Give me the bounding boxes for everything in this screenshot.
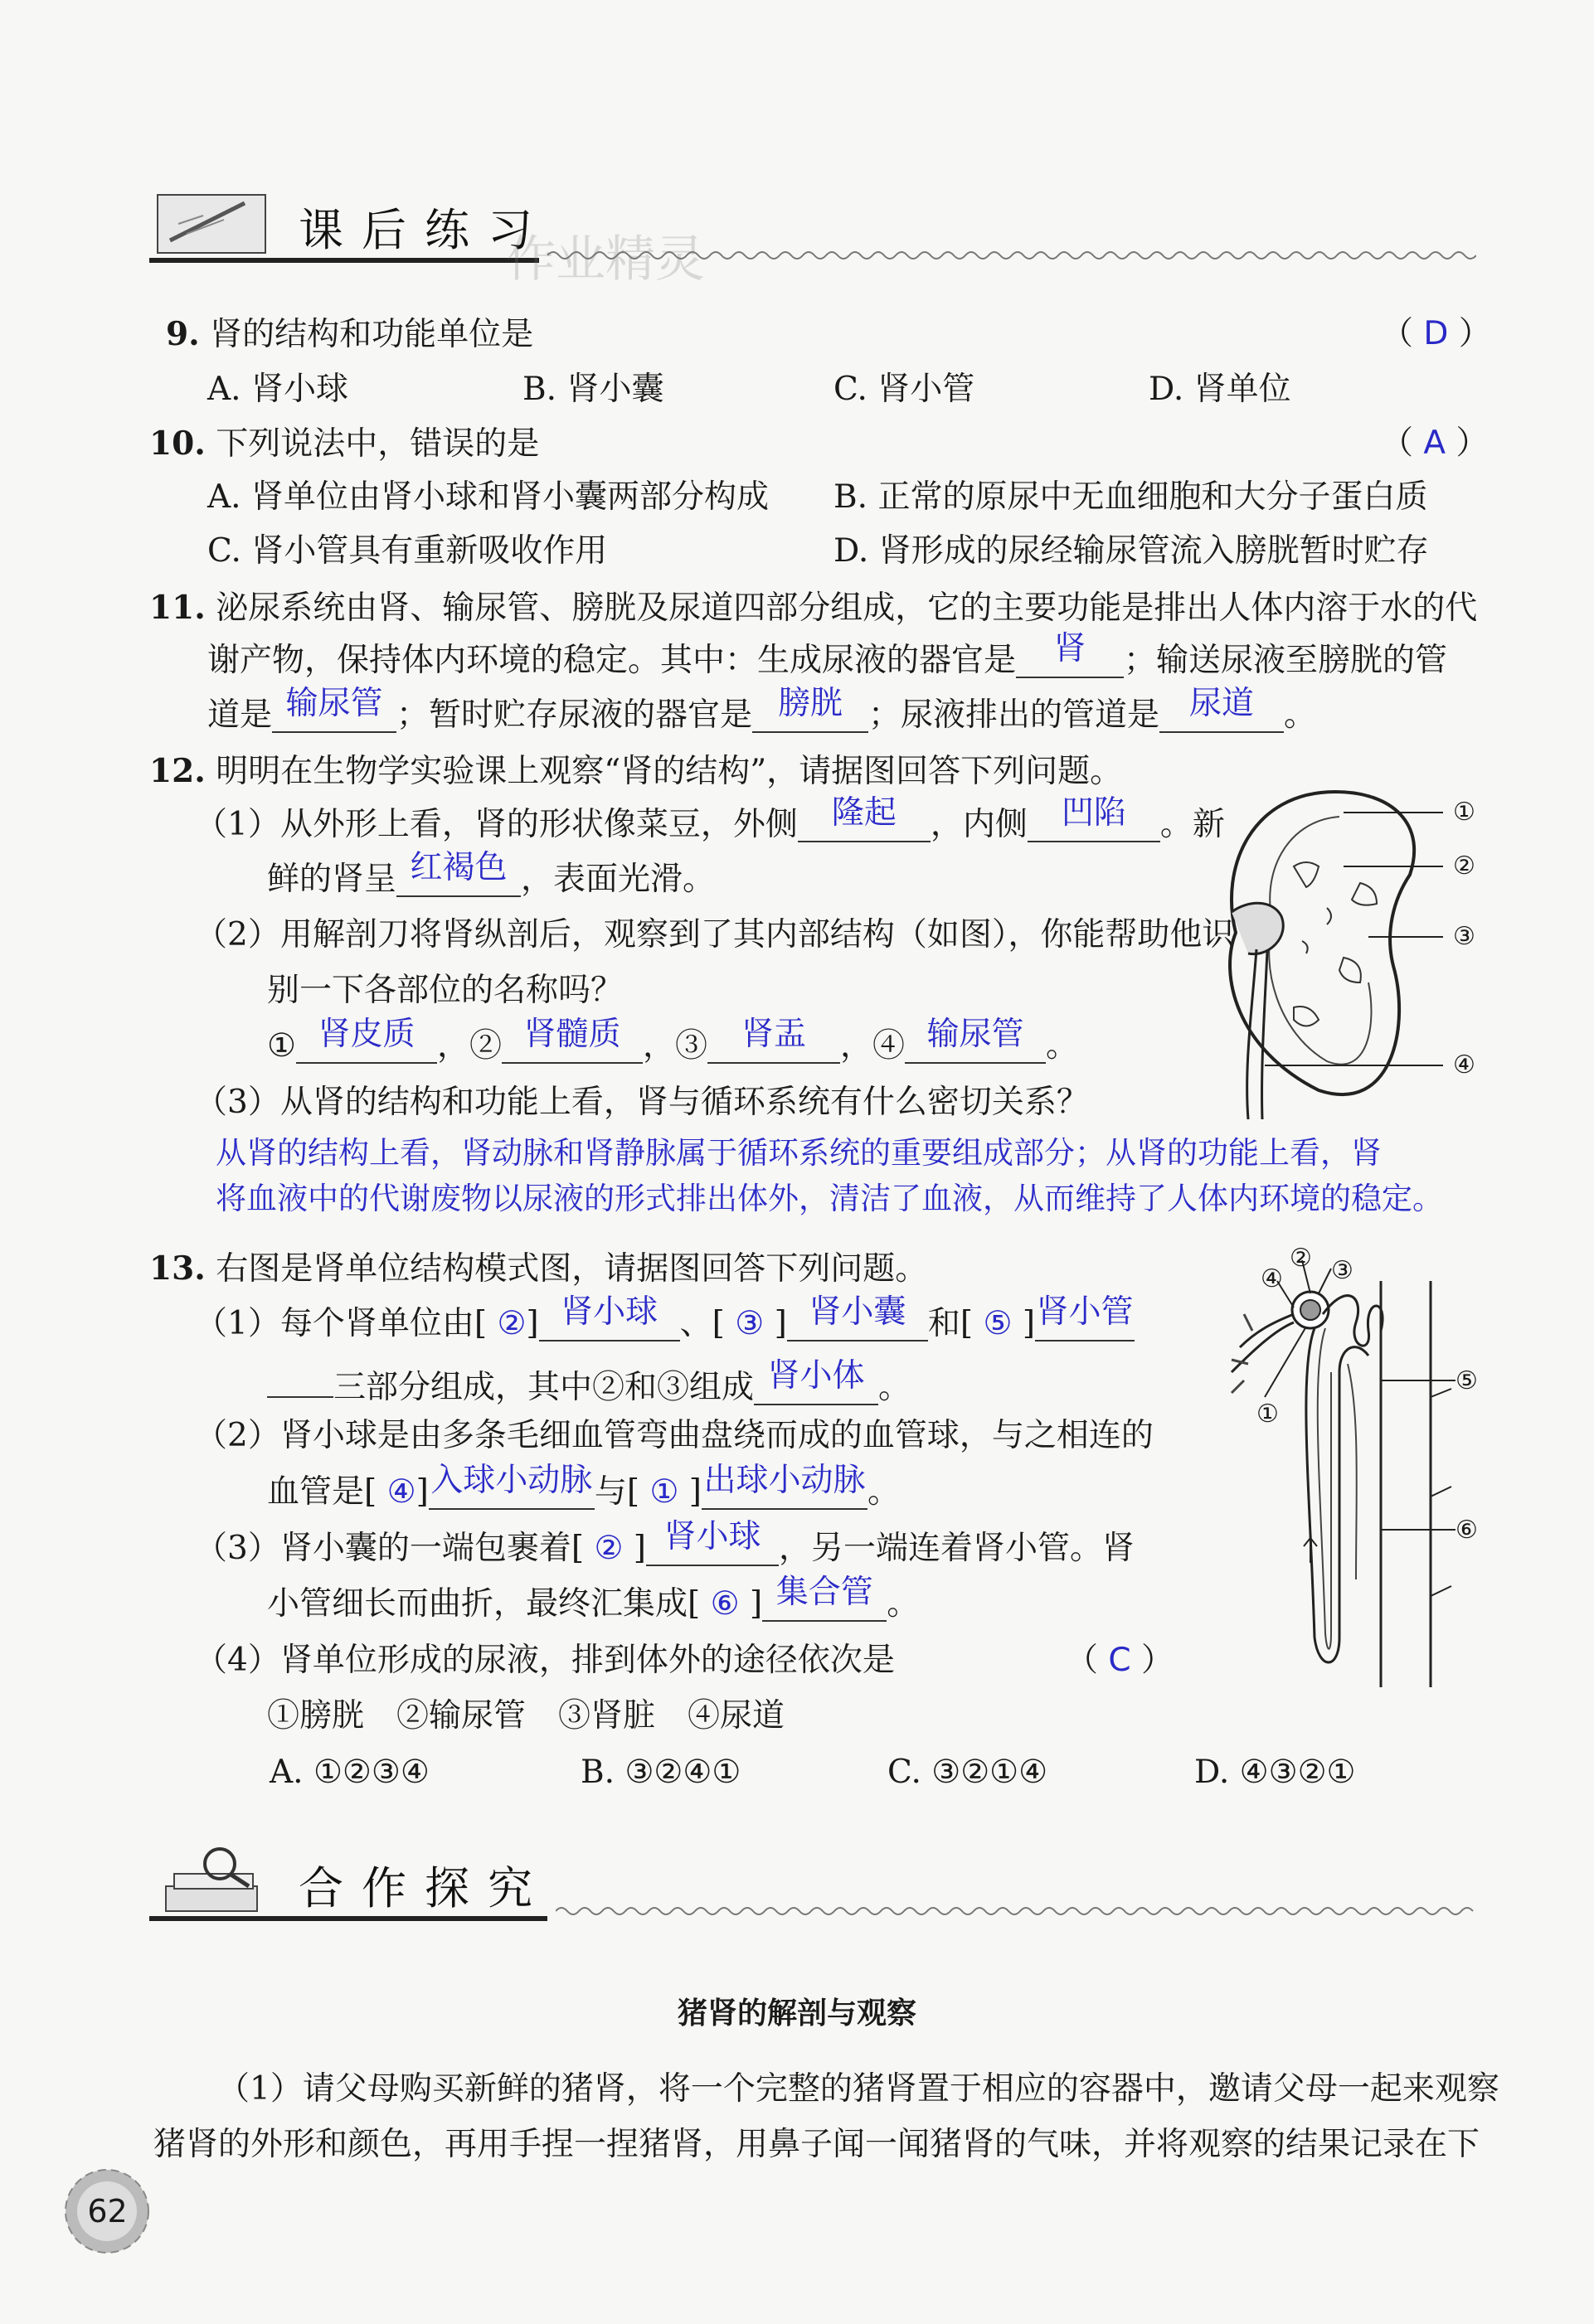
q13-p1-text-a: （1）每个肾单位由[ — [195, 1305, 488, 1342]
pencil-book-icon — [153, 182, 270, 265]
q10-option-b: B. 正常的原尿中无血细胞和大分子蛋白质 — [833, 478, 1428, 516]
q13-p4-items: ①膀胱 ②输尿管 ③肾脏 ④尿道 — [267, 1697, 785, 1735]
wavy-divider-2 — [556, 1904, 1476, 1918]
q12-p3: （3）从肾的结构和功能上看，肾与循环系统有什么密切关系？ — [195, 1084, 1089, 1121]
q13-blank-2[interactable]: 肾小囊 — [787, 1303, 928, 1342]
q13-p2-line2: 血管是[ ④]入球小动脉与[ ① ]出球小动脉。 — [267, 1462, 901, 1511]
q10-number: 10. — [149, 425, 206, 463]
q13-option-b: B. ③②④① — [581, 1754, 741, 1791]
section-title: 课后练习 — [299, 204, 551, 256]
q13-number: 13. — [149, 1249, 206, 1288]
q12-blank-part2[interactable]: 肾髓质 — [502, 1026, 643, 1064]
q11-text-3a: 道是 — [207, 696, 273, 734]
explore-line1: （1）请父母购买新鲜的猪肾，将一个完整的猪肾置于相应的容器中，邀请父母一起来观察 — [217, 2070, 1499, 2108]
q13-p2-text-b: 血管是[ — [267, 1473, 377, 1511]
q11-text-3d: 。 — [1284, 696, 1317, 734]
kidney-label-2: ② — [1453, 851, 1475, 881]
q13-blank-1[interactable]: 肾小球 — [539, 1303, 680, 1342]
q13-p4-answer: C — [1108, 1642, 1131, 1679]
q12-p1-text-a: （1）从外形上看，肾的形状像菜豆，外侧 — [195, 806, 798, 843]
q10-option-d: D. 肾形成的尿经输尿管流入膀胱暂时贮存 — [833, 532, 1429, 570]
q13-p1-text-d: 。 — [878, 1369, 911, 1406]
q9-text: 肾的结构和功能单位是 — [210, 316, 534, 353]
q12-circ-2: ，② — [436, 1027, 502, 1065]
wavy-divider — [547, 249, 1476, 262]
q11-text-3b: ；暂时贮存尿液的器官是 — [396, 696, 753, 734]
q12-p3-answer-1: 从肾的结构上看，肾动脉和肾静脉属于循环系统的重要组成部分；从肾的功能上看，肾 — [216, 1135, 1382, 1171]
q13-option-c: C. ③②①④ — [887, 1754, 1048, 1791]
q12-p1-line1 — [195, 794, 1225, 846]
section-header-homework — [149, 178, 1476, 289]
q13-p2-bracket-1: ④ — [386, 1473, 416, 1511]
q13-p3-text-c: ，另一端连着肾小管。肾 — [779, 1530, 1135, 1567]
q12-blank-color[interactable]: 红褐色 — [396, 859, 521, 897]
q13-p4: （4）肾单位形成的尿液，排到体外的途径依次是 — [195, 1642, 895, 1679]
q12-blank-part1[interactable]: 肾皮质 — [296, 1026, 437, 1064]
q12-stem — [149, 750, 1122, 793]
q12-end: 。 — [1046, 1027, 1079, 1065]
watermark: 作业精灵 — [506, 230, 705, 289]
q11-blank-1[interactable]: 肾 — [1016, 640, 1124, 678]
q13-blank-4[interactable]: 肾小体 — [754, 1367, 878, 1405]
q9-option-a: A. 肾小球 — [207, 371, 348, 408]
q12-circ-3: ，③ — [642, 1027, 707, 1065]
kidney-label-3: ③ — [1453, 922, 1475, 951]
q13-p3-text-d: 小管细长而曲折，最终汇集成[ — [267, 1585, 701, 1623]
q12-circ-1: ① — [267, 1027, 296, 1065]
q12-blank-part3[interactable]: 肾盂 — [707, 1026, 840, 1064]
q13-p4-answer-box: （ C ） — [1066, 1642, 1174, 1679]
section-header-explore — [149, 1836, 1476, 1928]
q11-line1 — [149, 587, 1477, 629]
nephron-label-2: ② — [1290, 1244, 1312, 1273]
q9-number: 9. — [166, 315, 200, 353]
q13-p1-bracket-1: ② — [497, 1305, 527, 1342]
q10-option-c: C. 肾小管具有重新吸收作用 — [207, 532, 608, 570]
page-number-badge — [60, 2164, 155, 2259]
q13-p2-text-c: 与[ — [594, 1473, 640, 1511]
q13-p2-line1: （2）肾小球是由多条毛细血管弯曲盘绕而成的血管球，与之相连的 — [195, 1417, 1154, 1454]
q12-p2-blanks — [267, 1016, 1079, 1067]
nephron-label-1: ① — [1256, 1400, 1279, 1429]
q12-p1-text-e: ，表面光滑。 — [521, 861, 716, 898]
q11-line3 — [207, 685, 1317, 736]
q12-blank-part4[interactable]: 输尿管 — [905, 1026, 1046, 1064]
q11-text-1: 泌尿系统由肾、输尿管、膀胱及尿道四部分组成，它的主要功能是排出人体内溶于水的代 — [216, 589, 1478, 627]
q13-p3-bracket-1: ② — [594, 1530, 624, 1567]
kidney-label-1: ① — [1453, 798, 1475, 827]
q9-stem — [166, 313, 533, 356]
nephron-label-3: ③ — [1331, 1256, 1353, 1285]
q13-p3-line1: （3）肾小囊的一端包裹着[ ② ] 肾小球 ，另一端连着肾小管。肾 — [195, 1518, 1135, 1567]
q13-p3-line2: 小管细长而曲折，最终汇集成[ ⑥ ] 集合管 。 — [267, 1574, 920, 1623]
q10-text: 下列说法中，错误的是 — [216, 425, 540, 463]
q13-option-d: D. ④③②① — [1194, 1754, 1356, 1791]
q12-circ-4: ，④ — [840, 1027, 906, 1065]
q13-text: 右图是肾单位结构模式图，请据图回答下列问题。 — [216, 1250, 928, 1288]
page-number: 62 — [87, 2193, 128, 2229]
q11-text-2b: ；输送尿液至膀胱的管 — [1124, 642, 1448, 679]
q11-blank-3[interactable]: 膀胱 — [752, 695, 868, 733]
nephron-diagram — [1215, 1248, 1480, 1687]
q13-p1-bracket-2: ③ — [735, 1305, 765, 1342]
nephron-label-6: ⑥ — [1455, 1516, 1478, 1545]
q13-p3-text-e: 。 — [887, 1585, 920, 1623]
q12-blank-outer[interactable]: 隆起 — [798, 804, 931, 842]
q10-answer: A — [1423, 425, 1446, 462]
q11-number: 11. — [149, 589, 206, 627]
q9-option-c: C. 肾小管 — [833, 371, 975, 408]
magnifier-book-icon — [153, 1841, 270, 1924]
q12-text: 明明在生物学实验课上观察“肾的结构”，请据图回答下列问题。 — [216, 753, 1123, 790]
q13-blank-3-cont — [267, 1360, 333, 1398]
nephron-label-5: ⑤ — [1455, 1366, 1478, 1395]
q12-p1-line2 — [267, 849, 716, 900]
kidney-diagram — [1203, 775, 1476, 1123]
q12-blank-inner[interactable]: 凹陷 — [1028, 804, 1160, 842]
q12-p1-text-c: 。新 — [1159, 806, 1225, 843]
q11-blank-4[interactable]: 尿道 — [1159, 695, 1284, 733]
q13-p3-bracket-2: ⑥ — [710, 1585, 740, 1623]
q11-blank-2[interactable]: 输尿管 — [272, 695, 396, 733]
q9-answer: D — [1423, 315, 1449, 352]
q13-p1-bracket-3: ⑤ — [983, 1305, 1013, 1342]
nephron-label-4: ④ — [1261, 1264, 1283, 1293]
q12-p1-text-b: ，内侧 — [930, 806, 1028, 843]
q9-option-d: D. 肾单位 — [1149, 371, 1291, 408]
q12-number: 12. — [149, 752, 206, 790]
q11-line2 — [207, 630, 1448, 682]
section-title-2: 合作探究 — [299, 1862, 551, 1914]
q12-p3-answer-2: 将血液中的代谢废物以尿液的形式排出体外，清洁了血液，从而维持了人体内环境的稳定。 — [216, 1181, 1443, 1216]
q13-p2-bracket-2: ① — [649, 1473, 679, 1511]
q13-stem — [149, 1248, 927, 1290]
q10-option-a: A. 肾单位由肾小球和肾小囊两部分构成 — [207, 478, 769, 516]
q13-p1-line1: （1）每个肾单位由[ ②] 肾小球 、[ ③ ] 肾小囊 和[ ⑤ ]肾小管 — [195, 1293, 1134, 1342]
q11-text-2a: 谢产物，保持体内环境的稳定。其中：生成尿液的器官是 — [207, 642, 1017, 679]
q13-p1-line2 — [267, 1357, 911, 1409]
q12-p2-line1: （2）用解剖刀将肾纵剖后，观察到了其内部结构（如图），你能帮助他识 — [195, 916, 1235, 953]
explore-title: 猪肾的解剖与观察 — [677, 1997, 916, 2030]
q13-blank-6[interactable]: 出球小动脉 — [702, 1472, 867, 1510]
q12-p1-text-d: 鲜的肾呈 — [267, 861, 397, 898]
q11-text-3c: ；尿液排出的管道是 — [868, 696, 1160, 734]
kidney-label-4: ④ — [1453, 1050, 1475, 1080]
q13-blank-8[interactable]: 集合管 — [762, 1584, 887, 1622]
q13-blank-3[interactable]: 肾小管 — [1035, 1303, 1135, 1342]
q10-stem — [149, 423, 539, 465]
explore-line2: 猪肾的外形和颜色，再用手捏一捏猪肾，用鼻子闻一闻猪肾的气味，并将观察的结果记录在下 — [153, 2126, 1480, 2163]
q13-blank-5[interactable]: 入球小动脉 — [429, 1472, 595, 1510]
q13-p3-text-a: （3）肾小囊的一端包裹着[ — [195, 1530, 585, 1567]
q10-answer-box: （ A ） — [1381, 425, 1489, 462]
q9-option-b: B. 肾小囊 — [522, 371, 664, 408]
q12-p2-line2: 别一下各部位的名称吗？ — [267, 972, 624, 1009]
q13-blank-7[interactable]: 肾小球 — [646, 1528, 779, 1566]
q13-option-a: A. ①②③④ — [270, 1754, 430, 1791]
q9-answer-box: （ D ） — [1381, 315, 1491, 352]
q13-p1-text-c: 三部分组成，其中②和③组成 — [333, 1369, 755, 1406]
